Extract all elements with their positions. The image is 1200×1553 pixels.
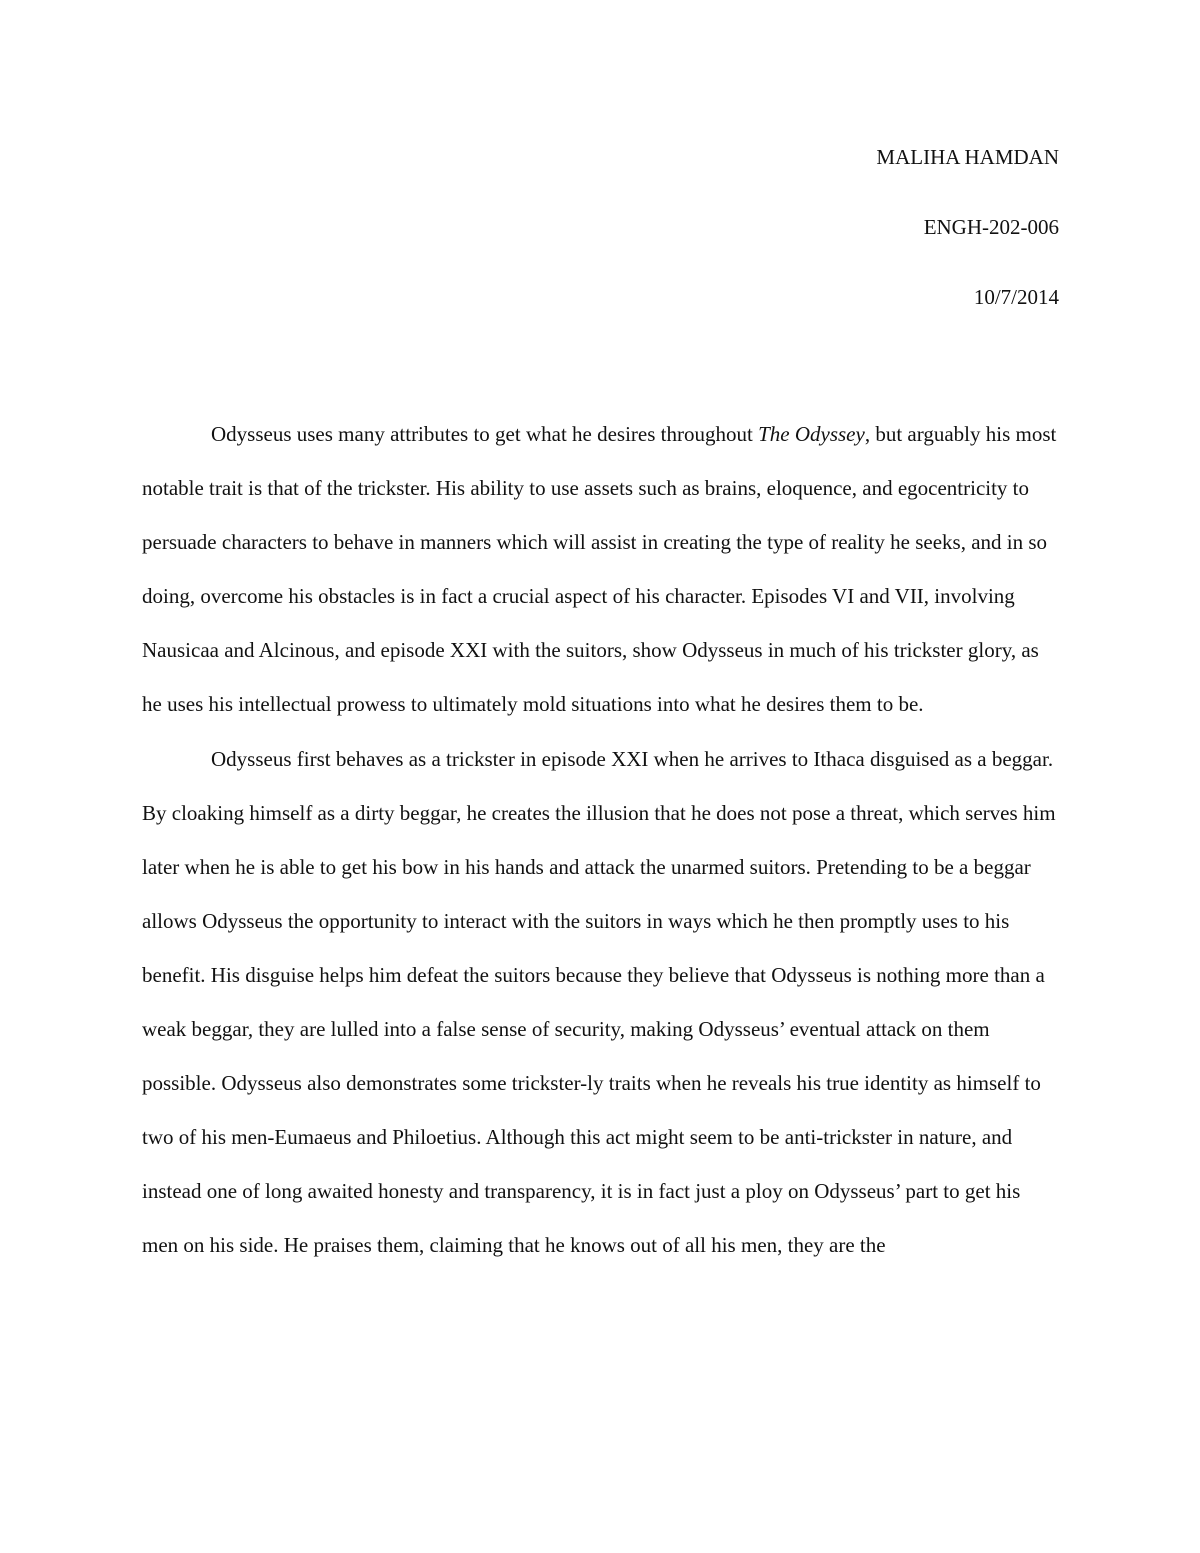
paragraph-1-before: Odysseus uses many attributes to get what he desires throughout: [211, 422, 759, 446]
paragraph-1-after: , but arguably his most notable trait is that of the trickster. His ability to use assets such as brains, eloquence, and egocentricity to persuade characters to behave in manners which will assist in creating the type of reality he seeks, and in so doing, overcome his obstacles is in fact a crucial aspect of his character. Episodes VI and VII, involving Nausicaa and Alcinous, and episode XXI with the suitors, show Odysseus in much of his trickster glory, as he uses his intellectual prowess to ultimately mold situations into what he desires them to be.: [142, 422, 1057, 717]
book-title: The Odyssey: [758, 422, 865, 446]
course-code: ENGH-202-006: [923, 215, 1059, 239]
author-name: MALIHA HAMDAN: [876, 145, 1059, 169]
paragraph-1: [142, 407, 1060, 732]
essay-body: [142, 407, 1060, 1273]
essay-date: 10/7/2014: [973, 285, 1059, 309]
paragraph-2: Odysseus first behaves as a trickster in episode XXI when he arrives to Ithaca disguised as a beggar. By cloaking himself as a dirty beggar, he creates the illusion that he does not pose a threat, which serves him later when he is able to get his bow in his hands and attack the unarmed suitors. Pretending to be a beggar allows Odysseus the opportunity to interact with the suitors in ways which he then promptly uses to his benefit. His disguise helps him defeat the suitors because they believe that Odysseus is nothing more than a weak beggar, they are lulled into a false sense of security, making Odysseus’ eventual attack on them possible. Odysseus also demonstrates some trickster-ly traits when he reveals his true identity as himself to two of his men-Eumaeus and Philoetius. Although this act might seem to be anti-trickster in nature, and instead one of long awaited honesty and transparency, it is in fact just a ploy on Odysseus’ part to get his men on his side. He praises them, claiming that he knows out of all his men, they are the: [142, 746, 1056, 1258]
